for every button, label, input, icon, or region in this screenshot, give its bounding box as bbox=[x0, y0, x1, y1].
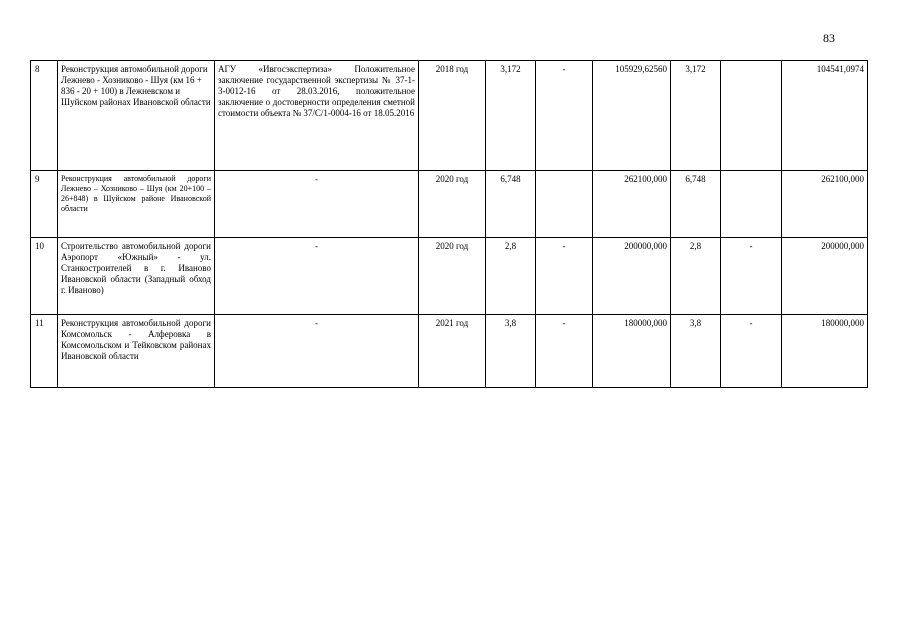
road-objects-table bbox=[30, 60, 868, 388]
row-number: 9 bbox=[31, 171, 58, 238]
length-cell-2: 3,8 bbox=[671, 315, 721, 388]
object-name: Строительство автомобильной дороги Аэропорт «Южный» - ул. Станкостроителей в г. Иваново Ивановской области (Западный обход г. Иваново) bbox=[58, 238, 215, 315]
length-cell: 3,172 bbox=[486, 61, 536, 171]
year-cell: 2021 год bbox=[419, 315, 486, 388]
length-cell: 3,8 bbox=[486, 315, 536, 388]
expertise-info: - bbox=[215, 238, 419, 315]
length-cell: 6,748 bbox=[486, 171, 536, 238]
cost-cell-2: 200000,000 bbox=[782, 238, 868, 315]
length-cell-2: 3,172 bbox=[671, 61, 721, 171]
cost-cell-2: 104541,0974 bbox=[782, 61, 868, 171]
row-number: 8 bbox=[31, 61, 58, 171]
cost-cell: 180000,000 bbox=[593, 315, 671, 388]
dash-cell bbox=[536, 171, 593, 238]
dash-cell-2 bbox=[721, 61, 782, 171]
year-cell: 2018 год bbox=[419, 61, 486, 171]
length-cell: 2,8 bbox=[486, 238, 536, 315]
object-name: Реконструкция автомобильной дороги Комсомольск - Алферовка в Комсомольском и Тейковском районах Ивановской области bbox=[58, 315, 215, 388]
cost-cell: 262100,000 bbox=[593, 171, 671, 238]
dash-cell: - bbox=[536, 61, 593, 171]
length-cell-2: 2,8 bbox=[671, 238, 721, 315]
table-row bbox=[31, 171, 868, 238]
table-row bbox=[31, 61, 868, 171]
expertise-info: - bbox=[215, 315, 419, 388]
cost-cell: 105929,62560 bbox=[593, 61, 671, 171]
table-row bbox=[31, 238, 868, 315]
cost-cell: 200000,000 bbox=[593, 238, 671, 315]
object-name: Реконструкция автомобильной дороги Лежнево - Хозниково - Шуя (км 16 + 836 - 20 + 100) в Лежневском и Шуйском районах Ивановской области bbox=[58, 61, 215, 171]
dash-cell-2 bbox=[721, 171, 782, 238]
cost-cell-2: 262100,000 bbox=[782, 171, 868, 238]
row-number: 11 bbox=[31, 315, 58, 388]
expertise-info: - bbox=[215, 171, 419, 238]
dash-cell: - bbox=[536, 238, 593, 315]
length-cell-2: 6,748 bbox=[671, 171, 721, 238]
dash-cell: - bbox=[536, 315, 593, 388]
object-name: Реконструкция автомобильной дороги Лежнево – Хозниково – Шуя (км 20+100 – 26+848) в Шуйском районе Ивановской области bbox=[58, 171, 215, 238]
year-cell: 2020 год bbox=[419, 171, 486, 238]
dash-cell-2: - bbox=[721, 238, 782, 315]
table-row bbox=[31, 315, 868, 388]
dash-cell-2: - bbox=[721, 315, 782, 388]
expertise-info: АГУ «Ивгосэкспертиза» Положительное заключение государственной экспертизы № 37-1-3-0012-16 от 28.03.2016, положительное заключение о достоверности определения сметной стоимости объекта № 37/С/1-0004-16 от 18.05.2016 bbox=[215, 61, 419, 171]
year-cell: 2020 год bbox=[419, 238, 486, 315]
page-number: 83 bbox=[823, 31, 835, 45]
row-number: 10 bbox=[31, 238, 58, 315]
cost-cell-2: 180000,000 bbox=[782, 315, 868, 388]
